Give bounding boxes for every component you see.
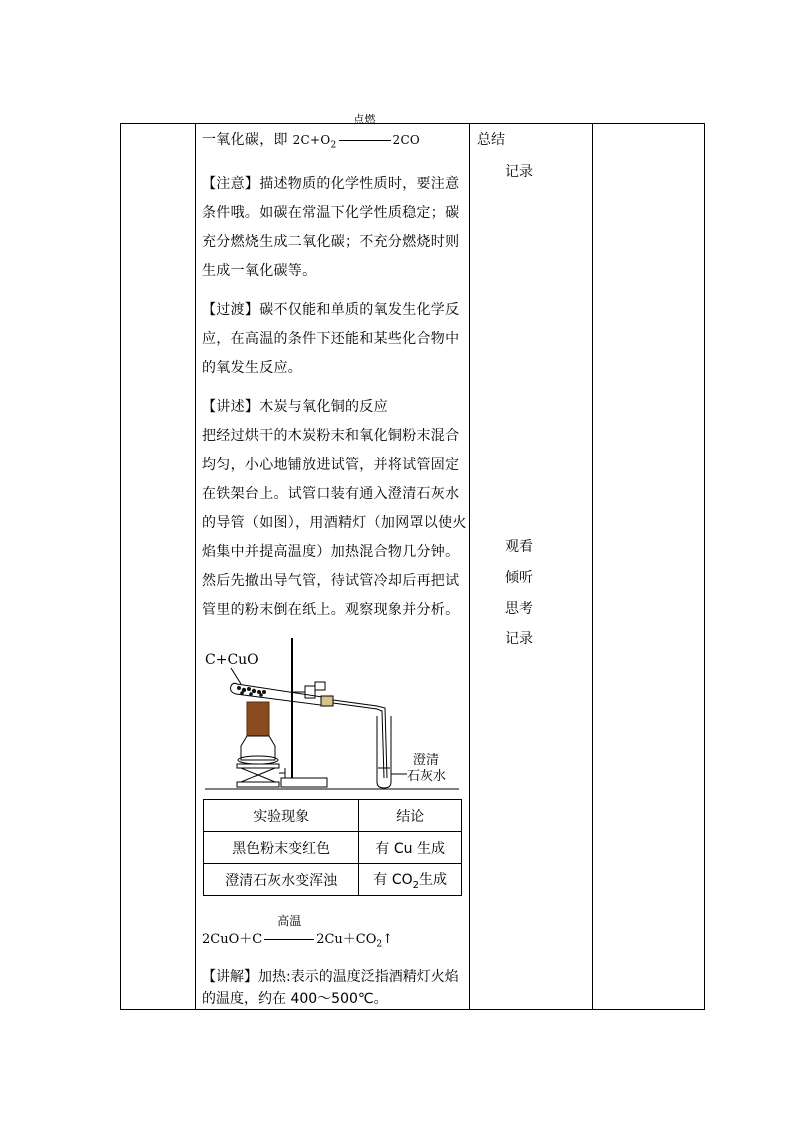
lecture-line: 均匀，小心地铺放进试管，并将试管固定 xyxy=(202,457,460,474)
flame-shield xyxy=(247,702,269,736)
limewater-label-1: 澄清 xyxy=(413,753,440,768)
conclusion-text: 有 CO xyxy=(373,871,413,888)
lecture-line: 在铁架台上。试管口装有通入澄清石灰水 xyxy=(202,486,460,503)
conclusion-suffix: 生成 xyxy=(419,871,447,888)
reaction-condition xyxy=(339,113,391,155)
transition-line: 的氧发生反应。 xyxy=(202,360,303,377)
delivery-tube-outer xyxy=(333,700,387,778)
lecture-line: 焰集中并提高温度）加热混合物几分钟。 xyxy=(202,544,460,561)
reduction-equation xyxy=(202,914,394,950)
transition-line: 【过渡】碳不仅能和单质的氧发生化学反 xyxy=(202,302,460,319)
gas-arrow: ↑ xyxy=(382,932,394,947)
column-divider-3 xyxy=(592,124,593,1009)
lift-knob xyxy=(279,768,285,778)
reactants-label: C+CuO xyxy=(205,652,259,668)
column-divider-1 xyxy=(195,124,196,1009)
teacher-activity-column xyxy=(202,113,467,625)
apparatus-illustration xyxy=(201,636,463,794)
eq-left: 2C+O xyxy=(292,133,331,147)
eq-sub: 2 xyxy=(330,140,337,151)
equals-bar xyxy=(339,140,391,141)
student-col-top-2: 记录 xyxy=(505,164,533,180)
student-col-top-1: 总结 xyxy=(477,132,505,148)
lecture-line: 把经过烘干的木炭粉末和氧化铜粉末混合 xyxy=(202,428,460,445)
eq2-sub: 2 xyxy=(376,939,383,950)
table-header-row xyxy=(204,800,462,832)
cell-phenomenon: 黑色粉末变红色 xyxy=(204,832,359,864)
co-equation-intro: 一氧化碳，即 xyxy=(202,132,293,148)
clamp-screw xyxy=(315,682,325,690)
student-col-mid-4: 记录 xyxy=(505,631,533,647)
eq2-left: 2CuO＋C xyxy=(202,932,263,947)
co-equation xyxy=(292,113,421,151)
table-row xyxy=(204,832,462,864)
student-col-mid-2: 倾听 xyxy=(505,570,533,586)
transition-paragraph xyxy=(202,296,464,383)
test-tube xyxy=(231,683,329,706)
column-divider-2 xyxy=(469,124,470,1009)
header-conclusion: 结论 xyxy=(359,800,462,832)
lift-scissor xyxy=(241,768,275,782)
table-row xyxy=(204,864,462,896)
condition-label: 点燃 xyxy=(353,113,376,126)
transition-line: 应，在高温的条件下还能和某些化合物中 xyxy=(202,331,460,348)
cell-conclusion: 有 Cu 生成 xyxy=(359,832,462,864)
cell-phenomenon: 澄清石灰水变浑浊 xyxy=(204,864,359,896)
eq2-right: 2Cu＋CO xyxy=(316,932,377,947)
stand-base xyxy=(281,778,327,787)
note-line: 条件哦。如碳在常温下化学性质稳定；碳 xyxy=(202,205,460,222)
observation-table xyxy=(203,799,462,896)
explanation-paragraph: 【讲解】加热:表示的温度泛指酒精灯火焰的温度，约在 400～500℃。 xyxy=(202,969,459,1007)
eq2-condition-label: 高温 xyxy=(277,914,302,928)
stopper xyxy=(321,696,333,706)
stand-clamp xyxy=(292,686,315,698)
conclusion-sub: 2 xyxy=(412,879,419,891)
header-phenomenon: 实验现象 xyxy=(204,800,359,832)
note-paragraph xyxy=(202,170,464,286)
note-line: 生成一氧化碳等。 xyxy=(202,263,317,280)
lecture-line: 的导管（如图），用酒精灯（加网罩以使火 xyxy=(202,515,467,532)
lecture-line: 然后先撤出导气管，待试管冷却后再把试 xyxy=(202,573,460,590)
eq2-condition xyxy=(264,914,314,947)
delivery-tube-inner xyxy=(333,703,384,778)
eq2-bar xyxy=(264,939,314,940)
note-line: 充分燃烧生成二氧化碳；不充分燃烧时则 xyxy=(202,234,460,251)
lecture-paragraph xyxy=(202,393,467,625)
student-col-mid-3: 思考 xyxy=(505,601,533,617)
lecture-line: 管里的粉末倒在纸上。观察现象并分析。 xyxy=(202,602,460,619)
co-equation-line xyxy=(202,113,464,160)
cell-conclusion xyxy=(359,864,462,896)
limewater-label-2: 石灰水 xyxy=(407,769,447,784)
reactants-pointer xyxy=(231,668,241,684)
lecture-title: 【讲述】木炭与氧化铜的反应 xyxy=(202,399,388,416)
student-col-mid-1: 观看 xyxy=(505,539,533,555)
lift-bottom xyxy=(237,782,279,787)
note-line: 【注意】描述物质的化学性质时，要注意 xyxy=(202,176,460,193)
lift-top xyxy=(237,764,279,768)
eq-right: 2CO xyxy=(392,133,421,147)
